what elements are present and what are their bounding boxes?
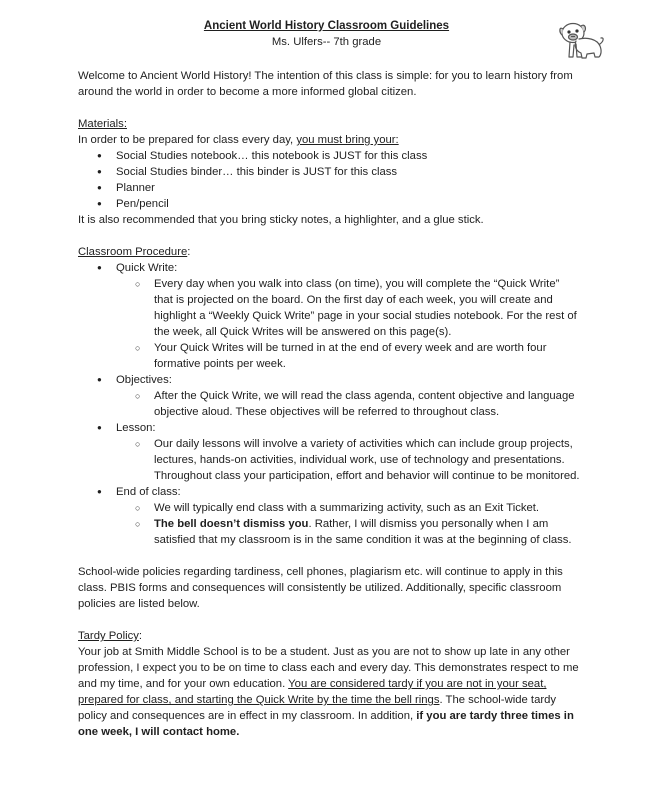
bell-rule-bold: The bell doesn’t dismiss you xyxy=(154,518,309,530)
lesson-sublist xyxy=(116,436,581,484)
tardy-text-1: Your job at Smith Middle School is to be a student. Just as you are not to show up late in any other profession, I expect you to be on time to class each and every day. This demonstrates respect to me and my time, and for your own education. xyxy=(78,646,579,690)
policies-paragraph: School-wide policies regarding tardiness, cell phones, plagiarism etc. will continue to apply in this class. PBIS forms and consequences will consistently be utilized. Additionally, specific classroom policies are listed below. xyxy=(78,566,563,610)
materials-lead-text: In order to be prepared for class every day, xyxy=(78,134,297,146)
pug-dog-icon xyxy=(557,20,607,62)
intro-paragraph: Welcome to Ancient World History! The intention of this class is simple: for you to learn history from around the world in order to become a more informed global citizen. xyxy=(78,70,573,98)
tardy-consequence: if you are tardy three times in one week, I will contact home. xyxy=(78,710,574,738)
materials-list xyxy=(78,148,581,212)
procedure-item-lesson xyxy=(78,420,581,484)
document-title: Ancient World History Classroom Guidelines xyxy=(203,20,450,32)
procedure-item-end-of-class xyxy=(78,484,581,548)
materials-heading: Materials: xyxy=(78,118,127,130)
procedure-heading-text: Classroom Procedure xyxy=(78,246,188,258)
procedure-list xyxy=(78,260,581,548)
tardy-definition: You are considered tardy if you are not in your seat, prepared for class, and starting the Quick Write by the time the bell rings xyxy=(78,678,547,706)
list-item xyxy=(116,516,581,548)
list-item: ● Social Studies binder… this binder is JUST for this class xyxy=(78,164,581,180)
teacher-grade-subtitle: Ms. Ulfers-- 7th grade xyxy=(271,36,382,48)
list-item: ○ Every day when you walk into class (on time), you will complete the “Quick Write” that is projected on the board. On the first day of each week, you will create and highlight a “Weekly Quick Write” page in your social studies notebook. For the rest of the week, all Quick Writes will be answered on this page(s). xyxy=(116,276,581,340)
lesson-label: Lesson: xyxy=(116,422,156,434)
quick-write-label: Quick Write: xyxy=(116,262,178,274)
tardy-heading xyxy=(78,628,581,644)
list-item: ○ We will typically end class with a summarizing activity, such as an Exit Ticket. xyxy=(116,500,581,516)
objectives-label: Objectives: xyxy=(116,374,172,386)
procedure-item-quick-write xyxy=(78,260,581,372)
procedure-heading-colon: : xyxy=(187,246,191,258)
tardy-paragraph xyxy=(78,644,581,740)
tardy-heading-text: Tardy Policy xyxy=(78,630,139,642)
list-item: ● Planner xyxy=(78,180,581,196)
quick-write-sublist xyxy=(116,276,581,372)
list-item: ● Social Studies notebook… this notebook is JUST for this class xyxy=(78,148,581,164)
tardy-text-2: . The school-wide tardy policy and consequences are in effect in my classroom. In addition, xyxy=(78,694,557,722)
materials-note: It is also recommended that you bring sticky notes, a highlighter, and a glue stick. xyxy=(78,214,484,226)
list-item: ○ Your Quick Writes will be turned in at the end of every week and are worth four formative points per week. xyxy=(116,340,581,372)
list-item: ○ Our daily lessons will involve a variety of activities which can include group projects, lectures, hands-on activities, individual work, use of technology and presentations. Throughout class your participation, effort and behavior will continue to be monitored. xyxy=(116,436,581,484)
tardy-heading-colon: : xyxy=(138,630,143,642)
end-of-class-sublist xyxy=(116,500,581,548)
materials-lead xyxy=(78,132,581,148)
procedure-item-objectives xyxy=(78,372,581,420)
bell-rule-text: . Rather, I will dismiss you personally when I am satisfied that my classroom is in the same condition it was at the beginning of class. xyxy=(154,518,572,546)
procedure-heading xyxy=(78,244,581,260)
end-of-class-label: End of class: xyxy=(116,486,181,498)
materials-lead-emphasis: you must bring your: xyxy=(296,134,399,146)
list-item: ● Pen/pencil xyxy=(78,196,581,212)
list-item: ○ After the Quick Write, we will read the class agenda, content objective and language objective aloud. These objectives will be referred to throughout class. xyxy=(116,388,581,420)
objectives-sublist xyxy=(116,388,581,420)
